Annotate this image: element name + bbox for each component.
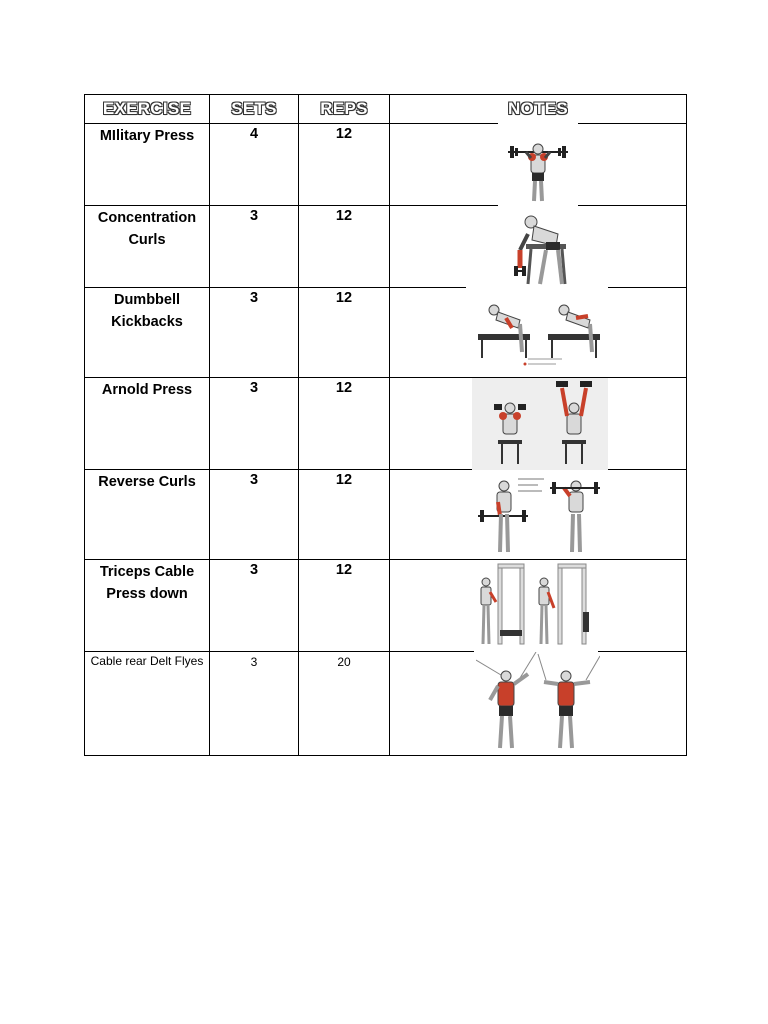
sets-value: 3 — [210, 470, 299, 560]
exercise-name: Arnold Press — [85, 378, 210, 470]
reps-value: 12 — [299, 378, 390, 470]
header-notes: NOTES — [390, 95, 687, 124]
exercise-name: Dumbbell Kickbacks — [85, 288, 210, 378]
sets-value: 3 — [210, 288, 299, 378]
workout-sheet — [84, 94, 686, 756]
concentration-curl-illustration — [466, 206, 608, 290]
triceps-pressdown-illustration — [474, 560, 598, 652]
arnold-press-illustration — [472, 378, 608, 470]
reps-value: 12 — [299, 288, 390, 378]
table-row — [85, 652, 687, 756]
table-row — [85, 124, 687, 206]
notes-cell — [390, 124, 687, 206]
reps-value: 12 — [299, 560, 390, 652]
notes-cell — [390, 378, 687, 470]
table-row — [85, 206, 687, 288]
table-row — [85, 560, 687, 652]
exercise-name: Reverse Curls — [85, 470, 210, 560]
sets-value: 3 — [210, 378, 299, 470]
reps-value: 12 — [299, 206, 390, 288]
exercise-name: Triceps Cable Press down — [85, 560, 210, 652]
header-row — [85, 95, 687, 124]
notes-cell — [390, 470, 687, 560]
sets-value: 3 — [210, 652, 299, 756]
notes-cell — [390, 652, 687, 756]
reps-value: 12 — [299, 124, 390, 206]
sets-value: 4 — [210, 124, 299, 206]
header-exercise: EXERCISE — [85, 95, 210, 124]
notes-cell — [390, 560, 687, 652]
reps-value: 20 — [299, 652, 390, 756]
header-reps: REPS — [299, 95, 390, 124]
dumbbell-kickback-illustration — [472, 290, 610, 376]
sets-value: 3 — [210, 560, 299, 652]
notes-cell — [390, 206, 687, 288]
exercise-name: Concentration Curls — [85, 206, 210, 288]
table-row — [85, 470, 687, 560]
rear-delt-fly-illustration — [476, 652, 600, 752]
header-sets: SETS — [210, 95, 299, 124]
exercise-name: Cable rear Delt Flyes — [85, 652, 210, 756]
table-row — [85, 288, 687, 378]
table-row — [85, 378, 687, 470]
reverse-curl-illustration — [474, 472, 606, 558]
military-press-illustration — [498, 122, 578, 206]
reps-value: 12 — [299, 470, 390, 560]
sets-value: 3 — [210, 206, 299, 288]
workout-table — [84, 94, 687, 756]
notes-cell — [390, 288, 687, 378]
exercise-name: MIlitary Press — [85, 124, 210, 206]
